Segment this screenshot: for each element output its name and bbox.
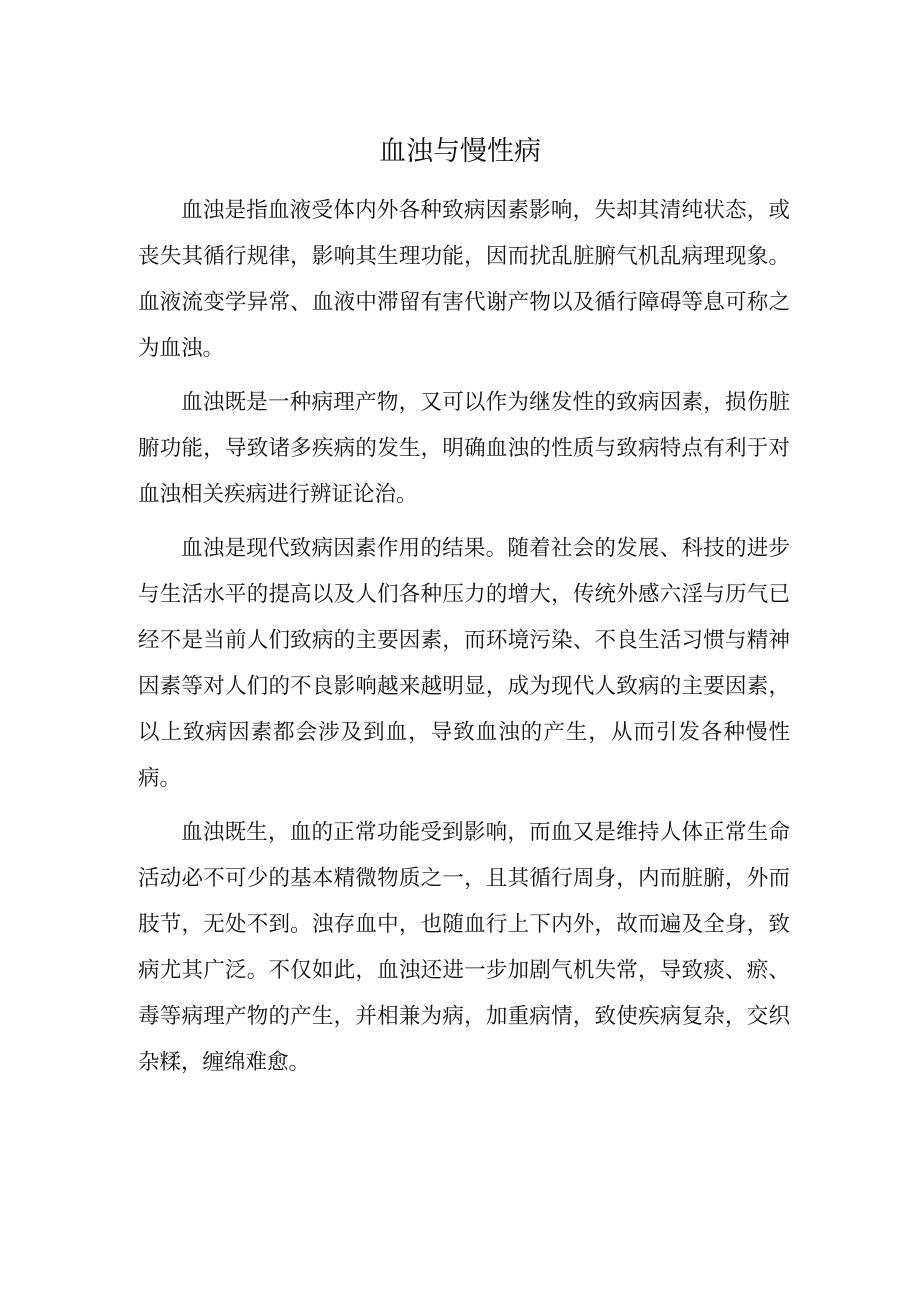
document-title: 血浊与慢性病: [379, 136, 541, 167]
paragraph-3: 血浊是现代致病因素作用的结果。随着社会的发展、科技的进步与生活水平的提高以及人们各种压力的增大，传统外感六淫与历气已经不是当前人们致病的主要因素，而环境污染、不良生活习惯与精神因素等对人们的不良影响越来越明显，成为现代人致病的主要因素，以上致病因素都会涉及到血，导致血浊的产生，从而引发各种慢性病。: [138, 536, 790, 791]
document-body: [138, 188, 790, 1094]
paragraph-4: 血浊既生，血的正常功能受到影响，而血又是维持人体正常生命活动必不可少的基本精微物质之一，且其循行周身，内而脏腑，外而肢节，无处不到。浊存血中，也随血行上下内外，故而遍及全身，致病尤其广泛。不仅如此，血浊还进一步加剧气机失常，导致痰、瘀、毒等病理产物的产生，并相兼为病，加重病情，致使疾病复杂，交织杂糅，缠绵难愈。: [138, 820, 790, 1075]
paragraph-1: 血浊是指血液受体内外各种致病因素影响，失却其清纯状态，或丧失其循行规律，影响其生理功能，因而扰乱脏腑气机乱病理现象。血液流变学异常、血液中滞留有害代谢产物以及循行障碍等息可称之为血浊。: [138, 198, 790, 361]
paragraph-2: 血浊既是一种病理产物，又可以作为继发性的致病因素，损伤脏腑功能，导致诸多疾病的发生，明确血浊的性质与致病特点有利于对血浊相关疾病进行辨证论治。: [138, 390, 790, 507]
